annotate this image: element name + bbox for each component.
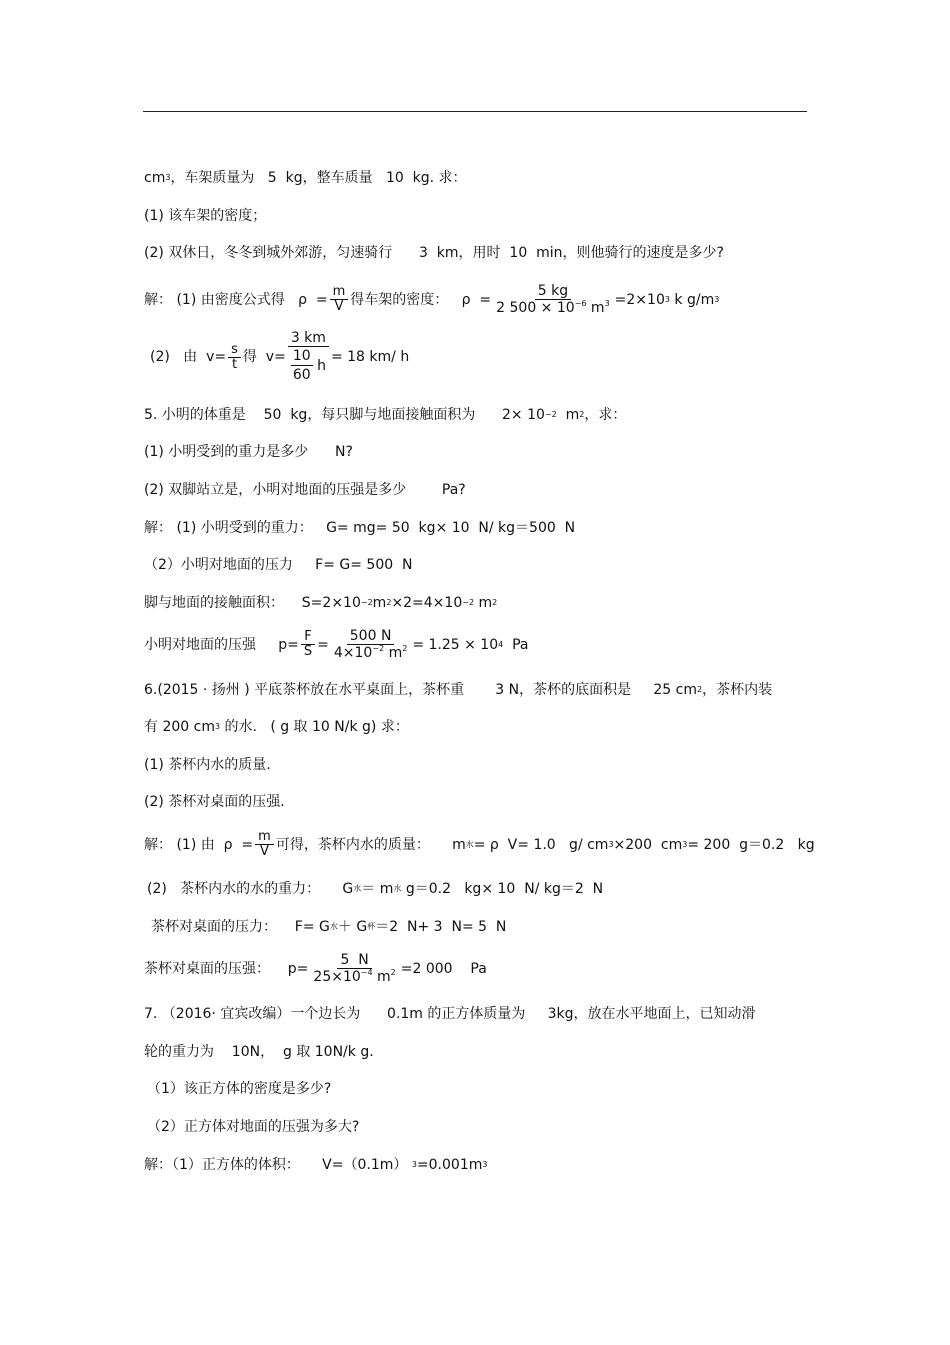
text-line: 有 200 cm 3 的水. ( g 取 10 N/k g) 求：	[144, 719, 409, 735]
text-line-speed-solution: (2) 由 v= $\frac{s}{t}$ 得 v= 3 km 10 60 h = 18 km/ h	[150, 330, 410, 383]
question-heading: 7. （2016· 宜宾改编）一个边长为 0.1m 的正方体质量为 3kg，放在水平地面上，已知动滑	[144, 1006, 756, 1022]
text-line-density-solution: 解： (1) 由密度公式得 ρ = $\frac{m}{V}$ 得车架的密度： ρ = $\frac{5 kg}{2 500 \times 10^{-6} m^3}$ =2×10 3 k g/m 3	[144, 283, 720, 316]
fraction: $\frac{m}{V}$	[255, 830, 274, 859]
text-line: （1）该正方体的密度是多少?	[147, 1081, 332, 1097]
text-line: (2) 双脚站立是，小明对地面的压强是多少 Pa?	[144, 482, 466, 498]
text-line: (2) 茶杯内水的水的重力： G 水 ＝ m 水 g＝0.2 kg× 10 N/ kg＝2 N	[147, 881, 604, 897]
text-line: （2）正方体对地面的压强为多大?	[147, 1119, 360, 1135]
text-line: (2) 茶杯对桌面的压强.	[144, 794, 285, 810]
fraction: $\frac{500 N}{4\times 10^{-2} m^2}$	[333, 628, 408, 661]
fraction: $\frac{s}{t}$	[228, 343, 241, 372]
text-line-pressure-solution: 小明对地面的压强 p= $\frac{F}{S}$ = $\frac{500 N}{4\times 10^{-2} m^2}$ = 1.25 × 10 4 Pa	[144, 628, 529, 661]
text-line: 解：（1）正方体的体积： V=（0.1m） 3 =0.001m 3	[144, 1157, 488, 1173]
question-heading: 6.(2015 · 扬州 ) 平底茶杯放在水平桌面上，茶杯重 3 N，茶杯的底面积是 25 cm 2 ，茶杯内装	[144, 682, 773, 698]
fraction: $\frac{F}{S}$	[301, 630, 315, 659]
text-line: 轮的重力为 10N， g 取 10N/k g.	[144, 1044, 374, 1060]
text-line: (2) 双休日，冬冬到城外郊游，匀速骑行 3 km，用时 10 min，则他骑行的速度是多少?	[144, 245, 724, 261]
question-heading: 5. 小明的体重是 50 kg，每只脚与地面接触面积为 2× 10 −2 m 2 ，求：	[144, 407, 627, 423]
fraction: $\frac{5 N}{25\times 10^{-4} m^2}$	[313, 952, 396, 985]
text-line-pressure-solution: 茶杯对桌面的压强： p= $\frac{5 N}{25\times 10^{-4} m^2}$ =2 000 Pa	[144, 952, 487, 985]
text-line: （2）小明对地面的压力 F= G= 500 N	[144, 557, 413, 573]
text-line: (1) 茶杯内水的质量.	[144, 757, 271, 773]
fraction: $\frac{m}{V}$	[330, 285, 349, 314]
header-rule	[143, 111, 807, 112]
text-line: 茶杯对桌面的压力： F= G 水 ＋ G 杯 ＝2 N+ 3 N= 5 N	[151, 919, 507, 935]
text-line-mass-solution: 解： (1) 由 ρ = $\frac{m}{V}$ 可得，茶杯内水的质量： m 水 = ρ V= 1.0 g/ cm 3 ×200 cm 3 = 200 g＝0.2 kg	[144, 829, 815, 859]
text-line: (1) 小明受到的重力是多少 N?	[144, 444, 353, 460]
compound-fraction: 3 km 10 60 h	[288, 330, 329, 384]
fraction: $\frac{5 kg}{2 500 \times 10^{-6} m^3}$	[496, 283, 610, 316]
text-line: (1) 该车架的密度；	[144, 208, 267, 224]
text-line: cm 3 ，车架质量为 5 kg，整车质量 10 kg. 求：	[144, 170, 467, 186]
text-line: 脚与地面的接触面积： S=2×10 −2 m 2 ×2=4×10 −2 m 2	[144, 595, 498, 611]
text-line: 解： (1) 小明受到的重力： G= mg= 50 kg× 10 N/ kg＝500 N	[144, 520, 576, 536]
